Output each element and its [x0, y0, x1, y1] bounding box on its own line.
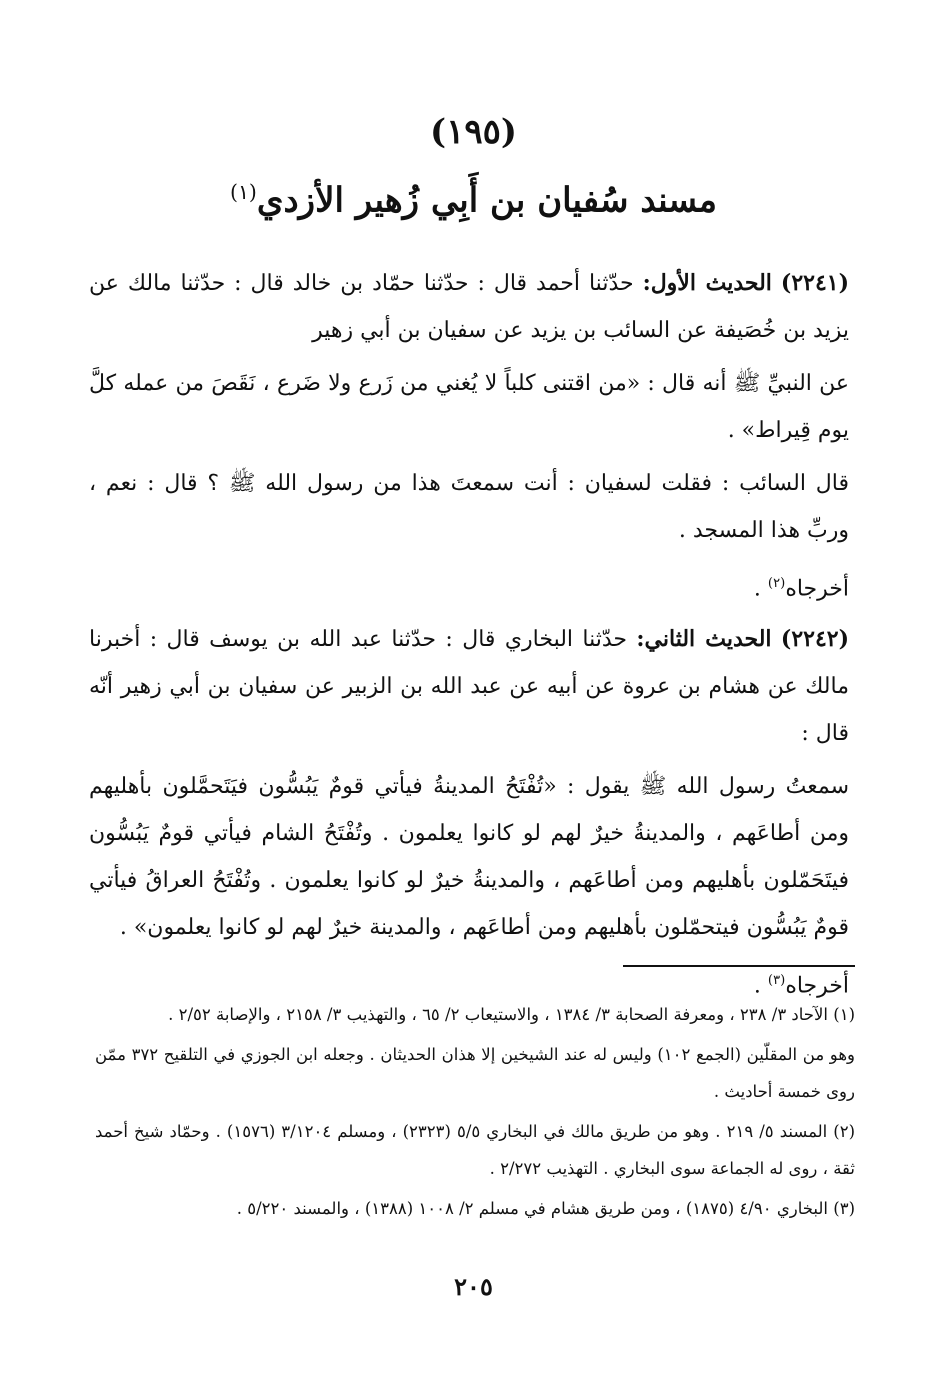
footnotes	[95, 996, 855, 1230]
footnote-separator	[623, 965, 855, 967]
hadith-2-matn: سمعتُ رسول الله ﷺ يقول : «تُفْتَحُ المدينةُ فيأتي قومٌ يَبُسُّون فيَتَحمَّلون بأهليهم ومن أطاعَهم ، والمدينةُ خيرٌ لهم لو كانوا يعلمون . وتُفْتَحُ الشام فيأتي قومٌ يَبُسُّون فيتَحَمّلون بأهليهم ومن أطاعَهم ، والمدينةُ خيرٌ لو كانوا يعلمون . وتُفْتَحُ العراقُ فيأتي قومٌ يَبُسُّون فيتحمّلون بأهليهم ومن أطاعَهم ، والمدينة خيرٌ لهم لو كانوا يعلمون» .	[89, 774, 849, 941]
hadith-2-takhrij-end: .	[753, 973, 768, 999]
chapter-number: (١٩٥)	[430, 112, 517, 152]
footnote-1-continued: وهو من المقلّين (الجمع ١٠٢) وليس له عند الشيخين إلا هذان الحديثان . وجعله ابن الجوزي في التلقيح ٣٧٢ ممّن روى خمسة أحاديث .	[95, 1045, 855, 1101]
hadith-2-isnad	[89, 616, 849, 757]
hadith-1-matn: عن النبيِّ ﷺ أنه قال : «من اقتنى كلباً لا يُغني من زَرع ولا ضَرع ، نَقَصَ من عمله كلَّ يوم قِيراط» .	[89, 371, 849, 443]
hadith-1-number: (٢٢٤١)	[780, 270, 849, 296]
page-number: ٢٠٥	[454, 1272, 493, 1301]
hadith-1-dialogue: قال السائب : فقلت لسفيان : أنت سمعتَ هذا من رسول الله ﷺ ؟ قال : نعم ، وربِّ هذا المسجد .	[89, 471, 849, 543]
hadith-1-takhrij	[89, 560, 849, 612]
footnote-2: (٢) المسند ٥/ ٢١٩ . وهو من طريق مالك في البخاري ٥/٥ (٢٣٢٣) ، ومسلم ٣/١٢٠٤ (١٥٧٦) . وحمّاد شيخ أحمد ثقة ، روى له الجماعة سوى البخاري . التهذيب ٢/٢٧٢ .	[95, 1122, 856, 1178]
hadith-1-label: الحديث الأول:	[642, 270, 772, 296]
footnote-1: (١) الآحاد ٣/ ٢٣٨ ، ومعرفة الصحابة ٣/ ١٣٨٤ ، والاستيعاب ٢/ ٦٥ ، والتهذيب ٣/ ٢١٥٨ ، والإصابة ٢/٥٢ .	[168, 1005, 855, 1024]
hadith-1-isnad	[89, 260, 849, 354]
chapter-title-text: مسند سُفيان بن أَبِي زُهير الأزدي	[256, 180, 717, 221]
main-text	[89, 256, 849, 1014]
hadith-2-number: (٢٢٤٢)	[780, 626, 850, 653]
hadith-1-isnad-text: حدّثنا أحمد قال : حدّثنا حمّاد بن خالد قال : حدّثنا مالك عن يزيد بن خُصَيفة عن السائب بن يزيد عن سفيان بن أبي زهير	[89, 271, 849, 343]
chapter-title-footnote-ref: (١)	[230, 180, 257, 204]
hadith-2-label: الحديث الثاني:	[636, 626, 772, 653]
hadith-1-takhrij-text: أخرجاه	[785, 576, 849, 602]
hadith-1-footnote-ref: (٢)	[767, 576, 786, 591]
hadith-2-takhrij-text: أخرجاه	[785, 973, 849, 999]
footnote-3: (٣) البخاري ٤/٩٠ (١٨٧٥) ، ومن طريق هشام في مسلم ٢/ ١٠٠٨ (١٣٨٨) ، والمسند ٥/٢٢٠ .	[236, 1199, 855, 1218]
hadith-2-isnad-text: حدّثنا البخاري قال : حدّثنا عبد الله بن يوسف قال : أخبرنا مالك عن هشام بن عروة عن أبيه عن عبد الله بن الزبير عن سفيان بن أبي زهير أنّه قال :	[89, 627, 849, 747]
hadith-1-takhrij-end: .	[753, 576, 768, 602]
chapter-title	[0, 180, 947, 220]
hadith-2-footnote-ref: (٣)	[767, 973, 786, 989]
